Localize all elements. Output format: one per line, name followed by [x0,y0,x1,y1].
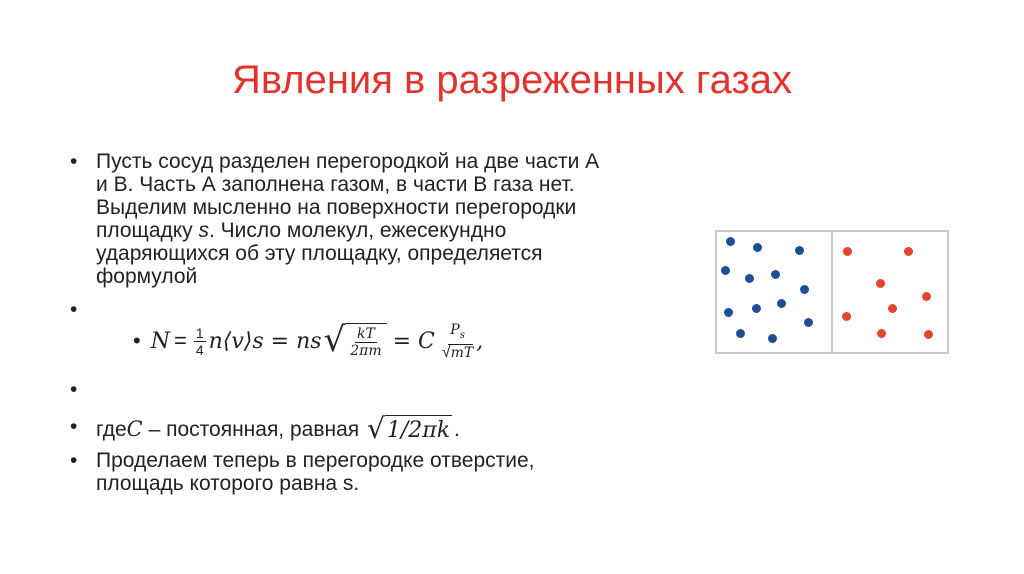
sqrt-body [345,323,386,359]
partition [831,230,833,354]
sqrt-sign-icon: √ [441,343,451,361]
gas-particle-a [753,243,762,252]
frac-num [448,322,467,345]
gas-particle-b [924,330,933,339]
bullet-hole [68,449,668,495]
bullet-intro [68,150,668,288]
gas-particle-a [795,246,804,255]
formula-lhs: N [150,328,170,354]
bullet-list [68,150,668,321]
gas-particle-b [888,304,897,313]
gas-particle-b [904,247,913,256]
bullet-constant [68,412,668,445]
formula-end: , [476,328,484,354]
text-line: и В. Часть А заполнена газом, в части В газа нет. [96,173,575,196]
gas-particle-a [736,329,745,338]
bullet-dot: • [70,415,78,438]
gas-particle-b [922,292,931,301]
bullet-empty-1 [68,298,668,321]
formula-frac-quarter [194,325,206,358]
text-line: Пусть сосуд разделен перегородкой на две части А [96,150,600,173]
gas-particle-a [745,274,754,283]
sqrt-sign-icon: √ [323,320,346,361]
var-c: C [126,416,143,441]
p-sub: s [459,329,465,341]
gas-particle-a [771,270,780,279]
gas-particle-a [724,308,733,317]
formula-frac-p [442,322,473,361]
text-line [96,219,668,242]
gas-particle-b [842,312,851,321]
formula-eq2: = C [392,328,435,354]
text-line: Выделим мысленно на поверхности перегородки [96,196,577,219]
frac-num: 1 [195,324,204,341]
text-span: площадку [96,219,199,242]
text-line: формулой [96,265,198,288]
frac-den-text: mT [450,344,474,361]
gas-particle-a [768,334,777,343]
gas-particle-a [804,318,813,327]
sqrt-frac [350,326,381,359]
gas-particle-a [800,285,809,294]
constant-sqrt [366,412,452,445]
text-line: Проделаем теперь в перегородке отверстие, [96,449,535,472]
gas-particle-b [843,247,852,256]
sqrt-sign-icon: √ [366,412,385,445]
text-span: – постоянная, равная [142,417,365,441]
formula-eq: = [173,328,187,354]
bullet-list-2 [68,378,668,495]
bullet-empty-2 [68,378,668,401]
text-span: . [454,417,460,441]
text-line: площадь которого равна s. [96,472,360,495]
bullet-dot: • [133,328,141,354]
slide-title: Явления в разреженных газах [232,58,792,102]
formula-mid: n⟨v⟩s = ns [208,328,322,354]
frac-den: 2πm [350,343,382,360]
text-span: . Число молекул, ежесекундно [209,219,507,242]
text-span: где [96,417,127,441]
bullet-dot: • [70,150,78,173]
gas-particle-a [726,237,735,246]
formula-sqrt [323,320,387,361]
frac-den [442,345,473,361]
var-s: s [198,219,210,242]
frac-den: 4 [195,341,204,358]
gas-particle-a [721,266,730,275]
gas-particle-b [877,329,886,338]
sqrt-body: 1/2πk [385,415,452,443]
bullet-dot: • [70,298,78,321]
frac-num: kT [357,326,375,343]
gas-particle-a [752,304,761,313]
gas-particle-a [777,299,786,308]
gas-particle-b [876,279,885,288]
bullet-dot: • [70,378,78,401]
p-var: P [450,322,460,338]
formula [133,322,483,361]
text-line: ударяющихся об эту площадку, определяется [96,242,543,265]
bullet-dot: • [70,449,78,472]
